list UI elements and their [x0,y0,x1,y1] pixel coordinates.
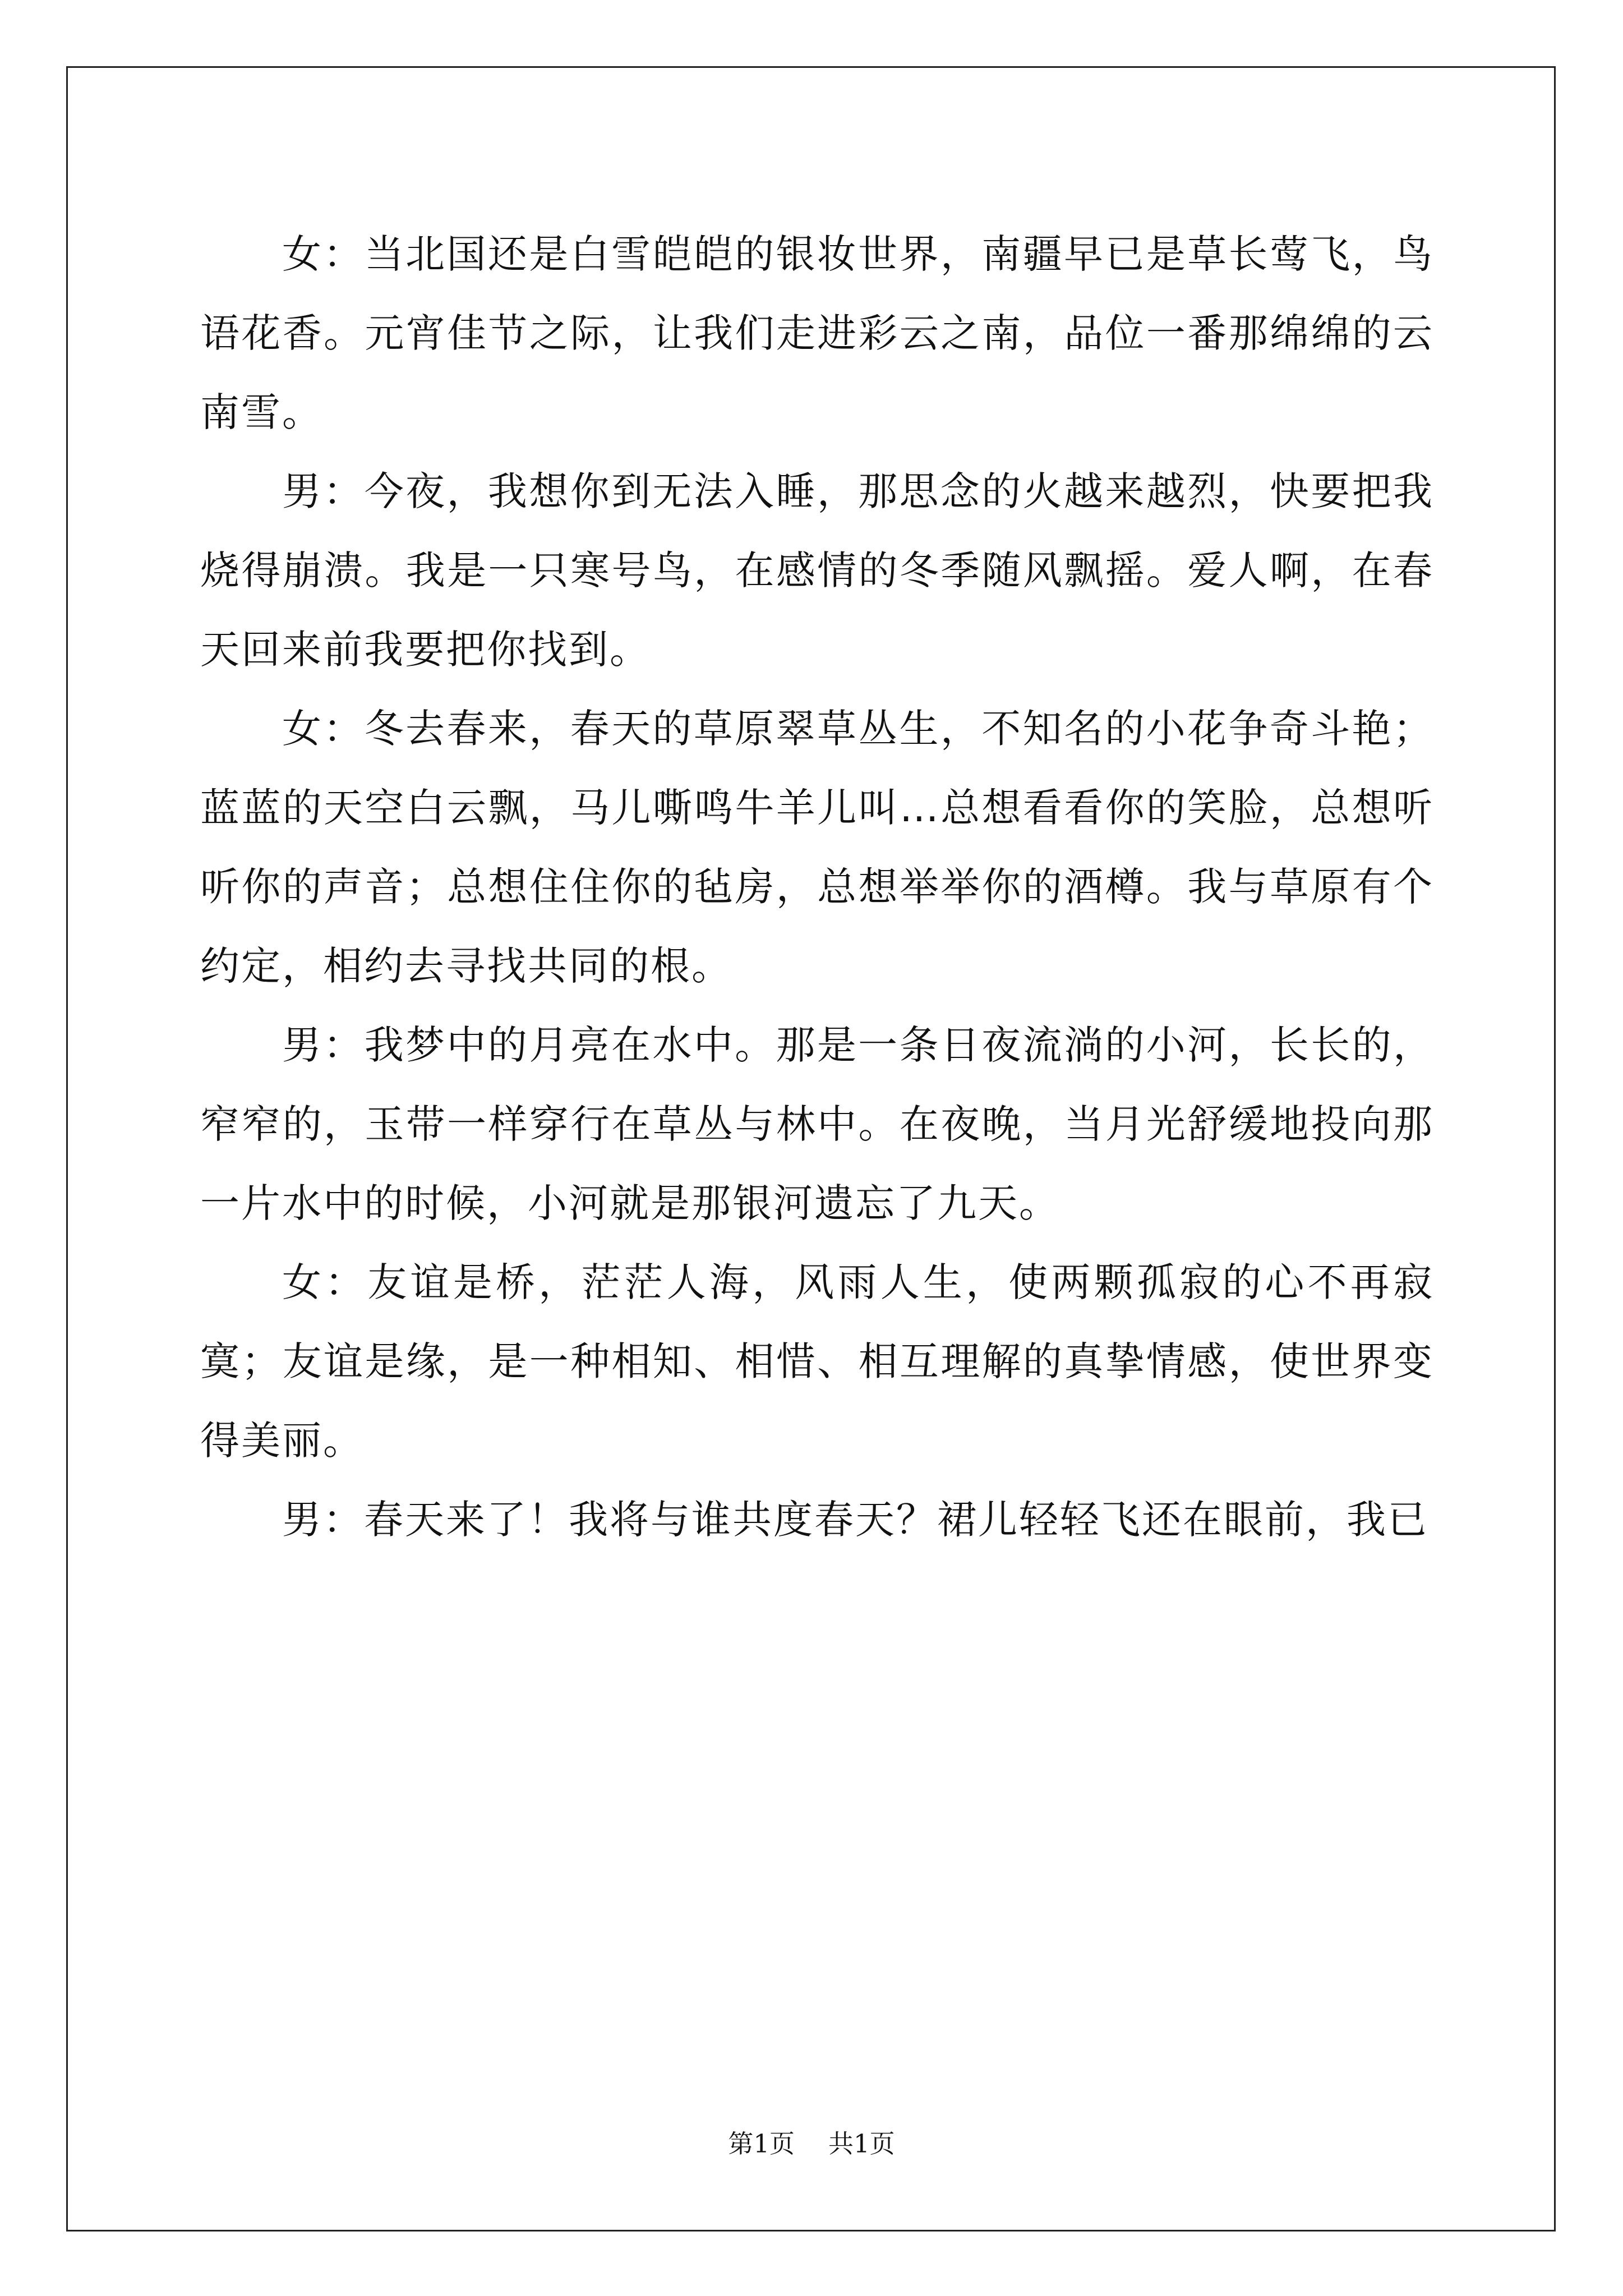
page-number-total: 共1页 [828,2129,895,2159]
paragraph-1: 女：当北国还是白雪皑皑的银妆世界，南疆早已是草长莺飞，鸟语花香。元宵佳节之际，让我们走进彩云之南，品位一番那绵绵的云南雪。 [200,231,1434,435]
page-footer [0,2127,1623,2161]
paragraph-6: 男：春天来了！我将与谁共度春天？裙儿轻轻飞还在眼前，我已 [282,1497,1428,1543]
paragraph-2: 男：今夜，我想你到无法入睡，那思念的火越来越烈，快要把我烧得崩溃。我是一只寒号鸟，在感情的冬季随风飘摇。爱人啊，在春天回来前我要把你找到。 [200,468,1434,673]
paragraph-4: 男：我梦中的月亮在水中。那是一条日夜流淌的小河，长长的，窄窄的，玉带一样穿行在草丛与林中。在夜晚，当月光舒缓地投向那一片水中的时候，小河就是那银河遗忘了九天。 [200,1022,1434,1226]
page-number-current: 第1页 [728,2129,795,2159]
paragraph-5: 女：友谊是桥，茫茫人海，风雨人生，使两颗孤寂的心不再寂寞；友谊是缘，是一种相知、相惜、相互理解的真挚情感，使世界变得美丽。 [200,1259,1434,1464]
document-body [200,215,1434,1559]
paragraph-3: 女：冬去春来，春天的草原翠草丛生，不知名的小花争奇斗艳；蓝蓝的天空白云飘，马儿嘶鸣牛羊儿叫…总想看看你的笑脸，总想听听你的声音；总想住住你的毡房，总想举举你的酒樽。我与草原有个约定，相约去寻找共同的根。 [200,706,1434,989]
